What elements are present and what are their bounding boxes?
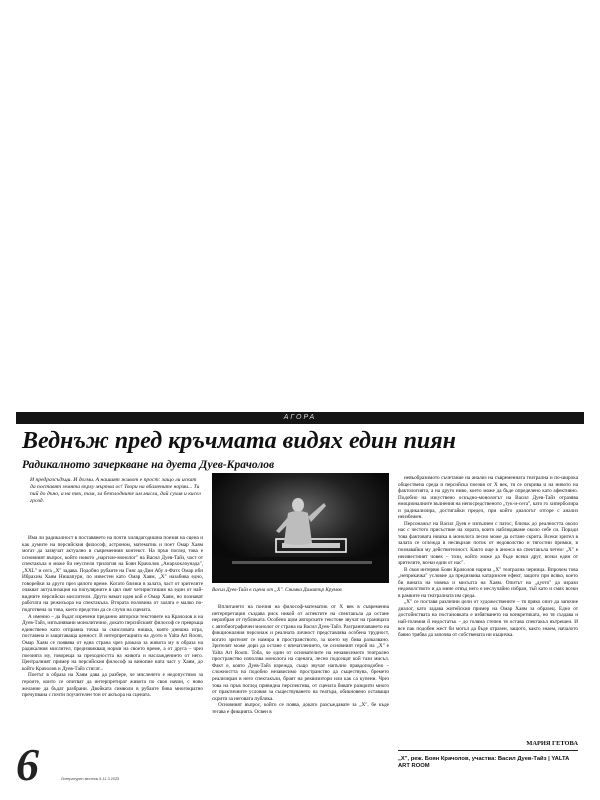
article-column-1 [22, 535, 203, 775]
article-paragraph: Персонажът на Васил Дуев е изпълнен с патос, близък до реалността около нас с честото присъствие на хората, които наблюдаваме около себе си. Поради това фактовата нишка в монолога лесно може да остане скрита. Всеки зрител в залата се оглежда в несвързан поток от недоволство и тягостни примки, в познавайки му действителност. Както още в анонса на спектакъла четем: „Х" е неизвестният човек – този, който може да бъде всеки друг, всеки един от зрителите, всеки един от нас". [398, 520, 578, 567]
article-paragraph: Поетът в образа на Хаям дава да разбере, че мисленето е недопустимо за героите, които се опитват да интерпретират живота по своя начин, с ново желание да бъдат разбрани. Двойката символи в рубаите бива многократно пречупвана с почти поучителен тон от актьора на сцената. [22, 672, 203, 699]
epigraph: И предразсъдъци. И догми. А нашият живот е прост: защо ли искат да поставят земята върху мъртва ос! Твори на вбамените норми... Ти пий до дъно, а на тях, там, за безплодните им мисли, дай сухия и кисел грозд. [30, 477, 201, 504]
production-credits: „Х", реж. Боян Крачолов, участва: Васил Дуев-Тайз | YALTA ART ROOM [398, 756, 570, 769]
section-label: АГОРА [16, 412, 584, 424]
photo-caption: Васил Дуев-Тайз в сцена от „Х". Снимка Димитър Крумов [212, 587, 342, 593]
article-paragraph: Има ли радикалност в поставянето на почти хилядагодишна поезия на сцена и как думите на персийския философ, астроном, математик и поет Омар Хаям могат да зазвучат актуално в съвременния контекст. На пръв поглед това е основният въпрос, който новото „наргиле-монолог" на Васил Дуев-Тайз, част от спектакъла и може би неуспели трилогия на Боян Крачолов „Анархоклоунада", „XXL" и сега „Х" задава. Подобно рубаите на Гияс ад-Дин Абу л-Фатх Омар ибн Ибрахим Хаям Нишапури, по известен като Омар Хаям, „Х" назабива едно, говорейки за друго през цялото време. Когато близки в залата, част от зрителите очакват актуализация на популярните в цял свят четиристишия на един от най-видните персийски мислители. Други нямат идея кой е Омар Хаям, но познават работата на режисьора на спектакъла. Втората половина от залата е малко по-подготвена за това, което предстои да се случи на сцената. [22, 535, 203, 614]
article-paragraph: Вплитането на поезия на философ-математик от X век в съвременна интерпретация създава риск никой от аспектите на спектакъла да остане неразбран от публиката. Особено щом авторските текстове звучат на границата с автобиографичен монолог от страна на Васил Дуев-Тайз. Разграничаването на фикционалния персонаж и реалната личност представлява особена трудност, когато зрителят се намира в пространството, за което му бива разказвано. Зрителят може дори да остане с впечатлението, че основният герой на „Х" е Yalta Art Room. Тоба, че един от основателите на независимото театрално пространство използва монолога на сцената, лесно подсещат кой тази мисъл. Факт е, която Дуев-Тайз изрежда, също звучат напълно правдоподобно – сложността на подобно независимо пространство да съществува, бремето реализиран в него спектакъли, броят на реквизитори или как са купени. Чрез това на пръв поглед привидна перспектива, от сцената бивате разкрити много от практичните условия за съществуването на театъра, обикновено оставащи скрити за неговата публика. [212, 604, 389, 702]
stage-photo [212, 473, 389, 583]
author-signature: МАРИЯ ГЕТОВА [526, 740, 578, 747]
divider [398, 750, 578, 751]
footer-issue-info: Литературен вестник 5-11.3.2025 [61, 777, 120, 781]
article-paragraph: невъобразимото съчетание на анализ на съвременната театрална и по-широка обществена среда и персийска поезия от X век, тя се открива и на нивото на фактологията, а на друго ниво, което може да бъде определено като афективно. Подобно на изкуствено оскъдно-монологът на Васил Дуев-Тайз отразява емоционалните вълнения на непосредственото „тук-и-сега", като го хиперболира и радикализира, достигайки предел, при който диалогът отгоре с анализ неизбежен. [398, 475, 578, 521]
article-column-3 [398, 475, 578, 718]
headline: Веднъж пред кръчмата видях един пиян [22, 428, 456, 454]
article-column-2 [212, 604, 389, 784]
article-paragraph: А именно – да бъдат изречени преданно авторски текстовете на Крачолов и на Дуев-Тайз, изпълнявани монолитично, докато персийският философ се превръща единствено като отправна точка за смисловата нишка, която днешна игра, поставена и защитаваща ценност. В интерпретацията на дуото в Yalta Art Room, Омар Хаям се появява от една страна чрез разказа за живота му в образа на радикалния мислител, предизвикващ норми на своето време, а от друга – чрез поезията му, говореща за преходността на живота и наслаждението от него. Централният пример на персийския философ за винопие ната част у Хаям, до който Крачолов и Дуев-Тайз стигат... [22, 613, 203, 672]
page-number: 6 [16, 739, 39, 790]
subheadline: Радикалното зачеркване на дуета Дуев-Крачолов [22, 459, 275, 471]
stage-photo-image [212, 473, 389, 583]
article-paragraph: Основният въпрос, който се поява, докато разсъждавате за „Х", бе къде тегава е фикцията. Освен в [212, 702, 389, 715]
article-paragraph: В своя интервю Боян Крачолов нарича „Х" театрална черница. Впрочем това „неприкачка" условие да предизвика катарзисен ефект, защото при всяко, което би вината на човека и мисълта на Хаям. Опитът на „дуото" да изрази недоволството и да мине отвъд него е неслучайно избран, тъй като и смях всеки в рамките на театралната им среда. [398, 566, 578, 599]
article-paragraph: „Х" се поставя различни цели от художествените – тя пряко опит да започне диалог, като задава житейския пример на Омар Хаям за образец. Едно от достойнствата на постановката е избягването на конкретиката, но тя създава и най-големия й недостатък – до голяма степен тя остава спектакъл вътрешен. И все пак подобен жест би могъл да бъде отразен, защото, както знаем, началото бавно трябва да започва от собствената ни къщичка. [398, 599, 578, 639]
